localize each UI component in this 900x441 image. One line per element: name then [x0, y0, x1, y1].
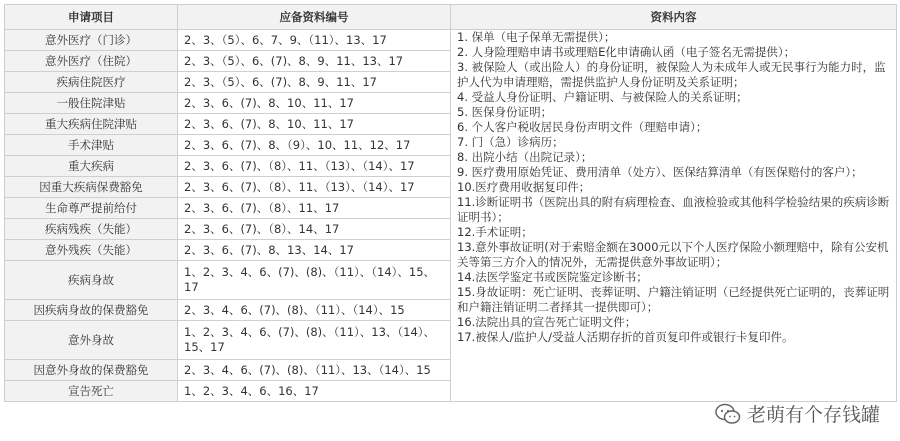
claim-item: 意外医疗（门诊） [5, 30, 178, 51]
claim-item: 一般住院津贴 [5, 93, 178, 114]
required-codes: 2、3、4、6、(7)、(8)、（11）、13、（14）、15 [178, 360, 451, 381]
claim-item: 疾病住院医疗 [5, 72, 178, 93]
claim-item: 疾病残疾（失能） [5, 219, 178, 240]
required-codes: 2、3、6、(7)、8、10、11、17 [178, 114, 451, 135]
content-item: 9. 医疗费用原始凭证、费用清单（处方）、医保结算清单（有医保赔付的客户）； [457, 165, 863, 179]
document-content-list [451, 30, 897, 402]
required-codes: 2、3、（5）、6、(7)、8、9、11、13、17 [178, 51, 451, 72]
content-item: 6. 个人客户税收居民身份声明文件（理赔申请）； [457, 120, 708, 134]
content-item: 4. 受益人身份证明、户籍证明、与被保险人的关系证明； [457, 90, 748, 104]
table-row [5, 30, 897, 51]
watermark [715, 400, 880, 427]
content-item: 3. 被保险人（或出险人）的身份证明，被保险人为未成年人或无民事行为能力时，监护人代为申请理赔，需提供监护人身份证明及关系证明； [457, 60, 886, 89]
content-item: 12.手术证明； [457, 225, 533, 239]
required-codes: 2、3、6、(7)、（8）、14、17 [178, 219, 451, 240]
required-codes: 2、3、4、6、(7)、(8)、（11）、（14）、15 [178, 300, 451, 321]
content-item: 5. 医保身份证明； [457, 105, 553, 119]
required-codes: 1、2、3、4、6、16、17 [178, 381, 451, 402]
content-item: 15.身故证明：死亡证明、丧葬证明、户籍注销证明（已经提供死亡证明的，丧葬证明和户籍注销证明二者择其一提供即可）； [457, 285, 890, 314]
required-codes: 1、2、3、4、6、(7)、(8)、（11）、13、（14）、15、17 [178, 321, 451, 360]
required-codes: 2、3、6、(7)、（8）、11、17 [178, 198, 451, 219]
content-item: 8. 出院小结（出院记录）； [457, 150, 593, 164]
required-codes: 2、3、6、(7)、（8）、11、（13）、（14）、17 [178, 156, 451, 177]
content-item: 1. 保单（电子保单无需提供）； [457, 30, 616, 44]
header-item: 申请项目 [5, 5, 178, 30]
claim-item: 因重大疾病保费豁免 [5, 177, 178, 198]
claim-item: 意外医疗（住院） [5, 51, 178, 72]
content-item: 2. 人身险理赔申请书或理赔E化申请确认函（电子签名无需提供）； [457, 45, 796, 59]
required-codes: 2、3、6、(7)、8、（9）、10、11、12、17 [178, 135, 451, 156]
wechat-logo-icon [715, 403, 741, 425]
header-content: 资料内容 [451, 5, 897, 30]
required-codes: 2、3、6、(7)、（8）、11、（13）、（14）、17 [178, 177, 451, 198]
content-item: 13.意外事故证明(对于索赔金额在3000元以下个人医疗保险小额理赔中，除有公安机关等第三方介入的情况外，无需提供意外事故证明）； [457, 240, 889, 269]
claim-item: 重大疾病 [5, 156, 178, 177]
content-item: 17.被保人/监护人/受益人活期存折的首页复印件或银行卡复印件。 [457, 330, 794, 344]
watermark-text: 老萌有个存钱罐 [746, 404, 880, 426]
claim-item: 意外残疾（失能） [5, 240, 178, 261]
required-codes: 2、3、（5）、6、(7)、8、9、11、17 [178, 72, 451, 93]
header-codes: 应备资料编号 [178, 5, 451, 30]
claims-documents-table [4, 4, 897, 402]
claim-item: 因意外身故的保费豁免 [5, 360, 178, 381]
content-item: 7. 门（急）诊病历； [457, 135, 564, 149]
claim-item: 生命尊严提前给付 [5, 198, 178, 219]
content-item: 11.诊断证明书（医院出具的附有病理检查、血液检验或其他科学检验结果的疾病诊断证明书）； [457, 195, 890, 224]
claim-item: 疾病身故 [5, 261, 178, 300]
claim-item: 意外身故 [5, 321, 178, 360]
claim-item: 宣告死亡 [5, 381, 178, 402]
content-item: 16.法院出具的宣告死亡证明文件； [457, 315, 637, 329]
content-item: 10.医疗费用收据复印件； [457, 180, 591, 194]
required-codes: 2、3、6、(7)、8、13、14、17 [178, 240, 451, 261]
required-codes: 2、3、6、(7)、8、10、11、17 [178, 93, 451, 114]
required-codes: 1、2、3、4、6、(7)、(8)、（11）、（14）、15、17 [178, 261, 451, 300]
required-codes: 2、3、（5）、6、7、9、（11）、13、17 [178, 30, 451, 51]
claim-item: 重大疾病住院津贴 [5, 114, 178, 135]
claim-item: 手术津贴 [5, 135, 178, 156]
content-item: 14.法医学鉴定书或医院鉴定诊断书； [457, 270, 648, 284]
claim-item: 因疾病身故的保费豁免 [5, 300, 178, 321]
